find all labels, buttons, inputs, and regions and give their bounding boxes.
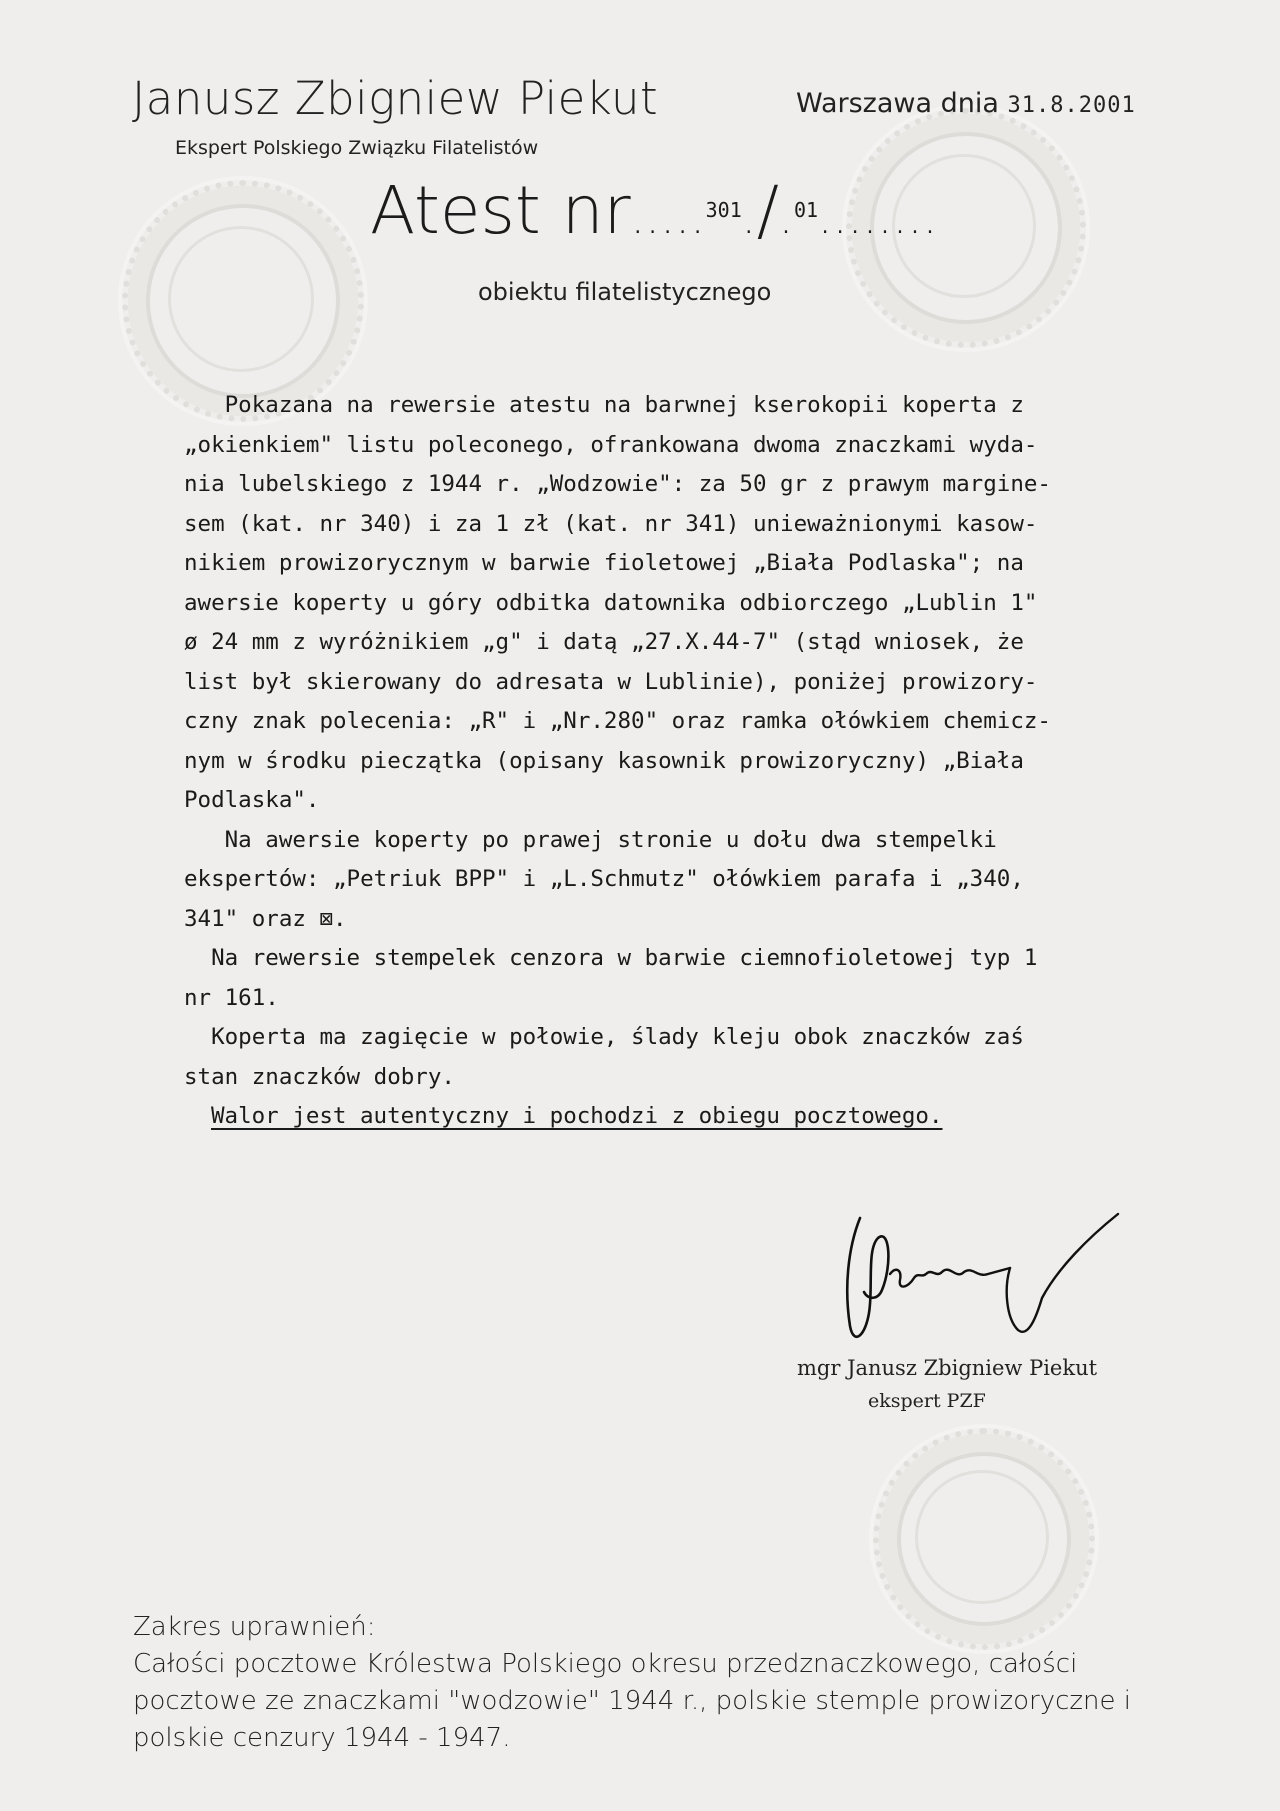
certificate-title-label: Atest nr [370,172,631,249]
authorization-scope [133,1609,1133,1757]
certificate-body [184,392,1194,1143]
conclusion-line [184,1103,1194,1143]
body-line: nikiem prowizorycznym w barwie fioletowej „Biała Podlaska"; na [184,550,1024,576]
letterhead-name: Janusz Zbigniew Piekut [132,72,659,125]
authorization-heading: Zakres uprawnień: [133,1612,376,1642]
body-line: Podlaska". [184,787,320,813]
certificate-year: 01 [794,198,819,222]
conclusion-text: Walor jest autentyczny i pochodzi z obiegu pocztowego. [211,1103,943,1129]
certificate-title: Atest nr.....$^{301}$./.$^{01}$........ [370,172,938,249]
body-line: Pokazana na rewersie atestu na barwnej kserokopii koperta z [184,392,1024,418]
body-line: 341" oraz ⊠. [184,905,347,932]
body-line: list był skierowany do adresata w Lublinie), poniżej prowizory- [184,668,1038,695]
body-line: Koperta ma zagięcie w połowie, ślady kleju obok znaczków zaś [184,1024,1024,1050]
body-line: Na rewersie stempelek cenzora w barwie ciemnofioletowej typ 1 [184,945,1038,971]
body-line: sem (kat. nr 340) i za 1 zł (kat. nr 341) unieważnionymi kasow- [184,510,1038,537]
body-line: nia lubelskiego z 1944 r. „Wodzowie": za 50 gr z prawym margine- [184,471,1051,497]
body-line: stan znaczków dobry. [184,1063,455,1090]
body-line: czny znak polecenia: „R" i „Nr.280" oraz ramka ołówkiem chemicz- [184,708,1051,734]
letterhead-subtitle: Ekspert Polskiego Związku Filatelistów [175,137,539,159]
place-date [796,88,1136,119]
handwritten-signature [838,1208,1128,1358]
body-line: nym w środku pieczątka (opisany kasownik prowizoryczny) „Biała [184,747,1024,774]
body-line: ekspertów: „Petriuk BPP" i „L.Schmutz" ołówkiem parafa i „340, [184,866,1024,892]
certificate-number: 301 [705,198,742,222]
body-line: ø 24 mm z wyróżnikiem „g" i datą „27.X.44-7" (stąd wniosek, że [184,629,1024,655]
place-date-prefix: Warszawa dnia [796,88,999,119]
embossed-seal-left [122,180,364,422]
certificate-subtitle: obiektu filatelistycznego [478,278,772,306]
signatory-name: mgr Janusz Zbigniew Piekut [797,1356,1098,1380]
body-line: awersie koperty u góry odbitka datownika odbiorczego „Lublin 1" [184,589,1038,616]
body-line: „okienkiem" listu poleconego, ofrankowana dwoma znaczkami wyda- [184,431,1038,458]
body-line: nr 161. [184,984,279,1011]
body-line: Na awersie koperty po prawej stronie u dołu dwa stempelki [184,826,997,853]
issue-date: 31.8.2001 [1007,93,1136,118]
authorization-text: Całości pocztowe Królestwa Polskiego okresu przedznaczkowego, całości pocztowe ze znaczkami "wodzowie" 1944 r., polskie stemple prowizoryczne i polskie cenzury 1944 - 1947. [133,1649,1131,1753]
signatory-role: ekspert PZF [868,1390,986,1412]
